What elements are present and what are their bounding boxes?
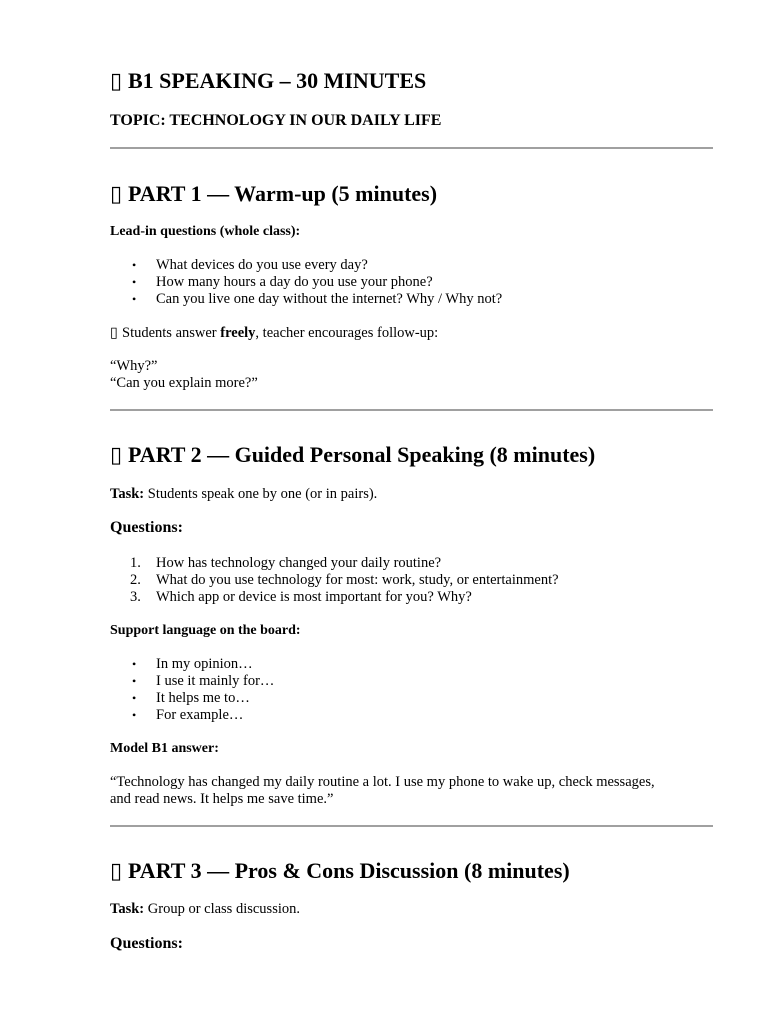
part3-heading	[110, 858, 570, 884]
square-icon: ▯	[110, 325, 118, 341]
note-text: Students answer	[122, 325, 221, 341]
note-text: , teacher encourages follow-up:	[255, 325, 439, 341]
item-number: 1.	[130, 555, 141, 571]
part2-heading	[110, 442, 595, 468]
model-answer-line: “Technology has changed my daily routine a lot. I use my phone to wake up, check messages,	[110, 774, 655, 790]
item-number: 3.	[130, 589, 141, 605]
square-icon: ▯	[110, 68, 123, 93]
task-label: Task:	[110, 486, 145, 502]
part2-questions-label: Questions:	[110, 519, 183, 536]
square-icon: ▯	[110, 442, 123, 467]
part3-questions-label: Questions:	[110, 935, 183, 952]
model-answer-label: Model B1 answer:	[110, 741, 219, 756]
divider	[110, 147, 713, 149]
task-text: Students speak one by one (or in pairs).	[144, 486, 378, 502]
task-text: Group or class discussion.	[144, 901, 301, 917]
part1-heading	[110, 181, 437, 207]
support-label: Support language on the board:	[110, 623, 301, 638]
list-item: • In my opinion…	[130, 656, 274, 673]
divider	[110, 409, 713, 411]
part1-note	[110, 325, 438, 342]
part3-task	[110, 901, 300, 918]
list-item: • For example…	[130, 707, 274, 724]
quote-line: “Can you explain more?”	[110, 375, 258, 391]
part1-heading-text: PART 1 — Warm-up (5 minutes)	[128, 181, 438, 206]
list-item: • What devices do you use every day?	[130, 257, 502, 274]
quote-line: “Why?”	[110, 358, 158, 374]
item-text: What do you use technology for most: work, study, or entertainment?	[156, 572, 559, 588]
part2-question-list	[130, 555, 559, 606]
leadin-label: Lead-in questions (whole class):	[110, 224, 301, 239]
topic-line: TOPIC: TECHNOLOGY IN OUR DAILY LIFE	[110, 112, 442, 129]
list-item	[130, 572, 559, 589]
note-bold: freely	[220, 325, 256, 341]
item-number: 2.	[130, 572, 141, 588]
part1-bullet-list	[130, 257, 502, 308]
model-answer-line: and read news. It helps me save time.”	[110, 791, 334, 807]
list-item	[130, 555, 559, 572]
item-text: Which app or device is most important for you? Why?	[156, 589, 472, 605]
title-text: B1 SPEAKING – 30 MINUTES	[128, 68, 427, 93]
list-item	[130, 589, 559, 606]
item-text: How has technology changed your daily routine?	[156, 555, 442, 571]
square-icon: ▯	[110, 858, 123, 883]
task-label: Task:	[110, 901, 145, 917]
list-item: • I use it mainly for…	[130, 673, 274, 690]
support-list	[130, 656, 274, 724]
list-item: • Can you live one day without the internet? Why / Why not?	[130, 291, 502, 308]
list-item: • How many hours a day do you use your phone?	[130, 274, 502, 291]
part2-task	[110, 486, 377, 503]
list-item: • It helps me to…	[130, 690, 274, 707]
part2-heading-text: PART 2 — Guided Personal Speaking (8 minutes)	[128, 442, 596, 467]
square-icon: ▯	[110, 181, 123, 206]
divider	[110, 825, 713, 827]
part3-heading-text: PART 3 — Pros & Cons Discussion (8 minutes)	[128, 858, 570, 883]
document-title	[110, 68, 426, 94]
